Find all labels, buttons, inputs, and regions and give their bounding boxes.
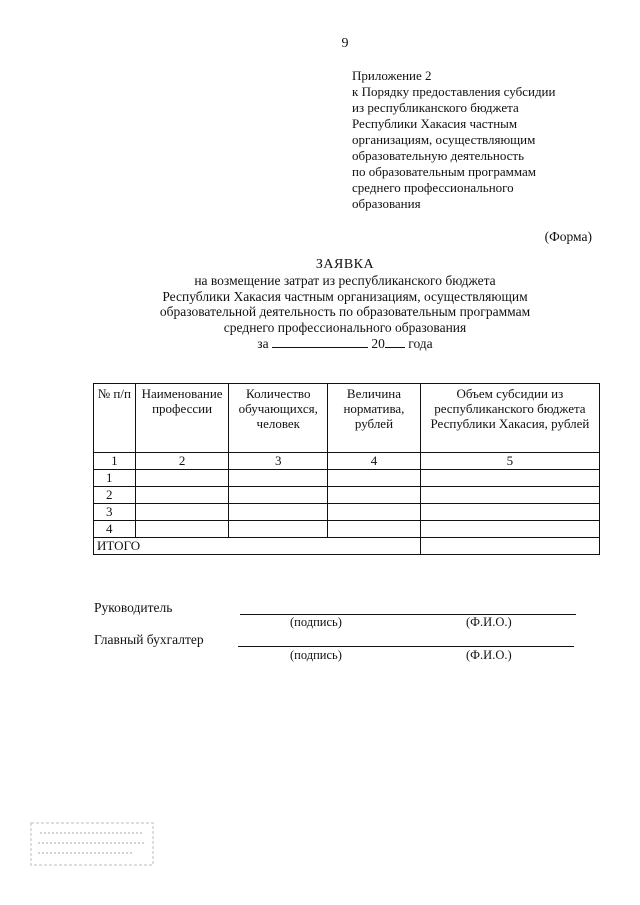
period-prefix: за	[257, 336, 269, 351]
name-caption: (Ф.И.О.)	[466, 648, 512, 662]
table-row	[94, 521, 600, 538]
subtitle-line: на возмещение затрат из республиканского бюджета	[194, 273, 496, 288]
period-blank	[272, 335, 368, 348]
appendix-line: образования	[352, 196, 421, 211]
appendix-note	[352, 68, 555, 212]
header-number: № п/п	[94, 384, 136, 453]
header-subsidy: Объем субсидии из республиканского бюджета Республики Хакасия, рублей	[420, 384, 599, 453]
table-header-row	[94, 384, 600, 453]
table-cell	[229, 487, 328, 504]
appendix-line: из республиканского бюджета	[352, 100, 519, 115]
period-suffix: года	[408, 336, 433, 351]
table-row	[94, 487, 600, 504]
table-cell	[135, 470, 229, 487]
appendix-line: образовательную деятельность	[352, 148, 525, 163]
table-cell	[328, 504, 421, 521]
subtitle-line: среднего профессионального образования	[223, 319, 467, 335]
appendix-line: Приложение 2	[352, 68, 432, 83]
year-blank	[385, 335, 405, 348]
subtitle-line: Республики Хакасия частным организациям, осуществляющим	[162, 288, 528, 304]
header-norm: Величина норматива, рублей	[328, 384, 421, 453]
column-number: 4	[328, 453, 421, 470]
table-cell	[135, 504, 229, 521]
table-cell	[420, 504, 599, 521]
column-number: 1	[94, 453, 136, 470]
table-row	[94, 504, 600, 521]
name-caption: (Ф.И.О.)	[466, 615, 512, 629]
signature-caption: (подпись)	[290, 648, 342, 662]
total-value-cell	[420, 538, 599, 555]
subsidy-table	[93, 383, 600, 555]
appendix-line: организациям, осуществляющим	[352, 132, 536, 147]
title-block	[100, 256, 590, 352]
appendix-line: среднего профессионального	[352, 180, 514, 195]
table-cell	[135, 521, 229, 538]
signature-role-head: Руководитель	[94, 600, 173, 615]
row-number: 4	[94, 521, 136, 538]
table-cell	[328, 487, 421, 504]
header-profession: Наименование профессии	[135, 384, 229, 453]
page-number: 9	[341, 36, 349, 51]
column-number: 2	[135, 453, 229, 470]
column-number: 5	[420, 453, 599, 470]
signature-line	[238, 645, 574, 647]
form-label: (Форма)	[544, 229, 592, 244]
column-number-row	[94, 453, 600, 470]
period-line	[100, 335, 590, 352]
row-number: 2	[94, 487, 136, 504]
signature-caption: (подпись)	[290, 615, 342, 629]
table-cell	[328, 470, 421, 487]
table-cell	[420, 470, 599, 487]
total-row	[94, 538, 600, 555]
appendix-line: к Порядку предоставления субсидии	[352, 84, 556, 99]
table-cell	[229, 521, 328, 538]
appendix-line: по образовательным программам	[352, 164, 537, 179]
total-label: ИТОГО	[94, 538, 421, 555]
table-cell	[420, 487, 599, 504]
signature-role-accountant: Главный бухгалтер	[94, 632, 204, 647]
header-students: Количество обучающихся, человек	[229, 384, 328, 453]
table-cell	[420, 521, 599, 538]
faded-stamp-icon	[30, 822, 154, 866]
row-number: 3	[94, 504, 136, 521]
column-number: 3	[229, 453, 328, 470]
document-title: ЗАЯВКА	[315, 257, 375, 272]
table-cell	[328, 521, 421, 538]
table-cell	[229, 470, 328, 487]
row-number: 1	[94, 470, 136, 487]
table-cell	[229, 504, 328, 521]
table-cell	[135, 487, 229, 504]
subtitle-line: образовательной деятельность по образовательным программам	[159, 304, 531, 319]
appendix-line: Республики Хакасия частным	[352, 116, 518, 131]
table-row	[94, 470, 600, 487]
period-year-prefix: 20	[371, 336, 385, 351]
